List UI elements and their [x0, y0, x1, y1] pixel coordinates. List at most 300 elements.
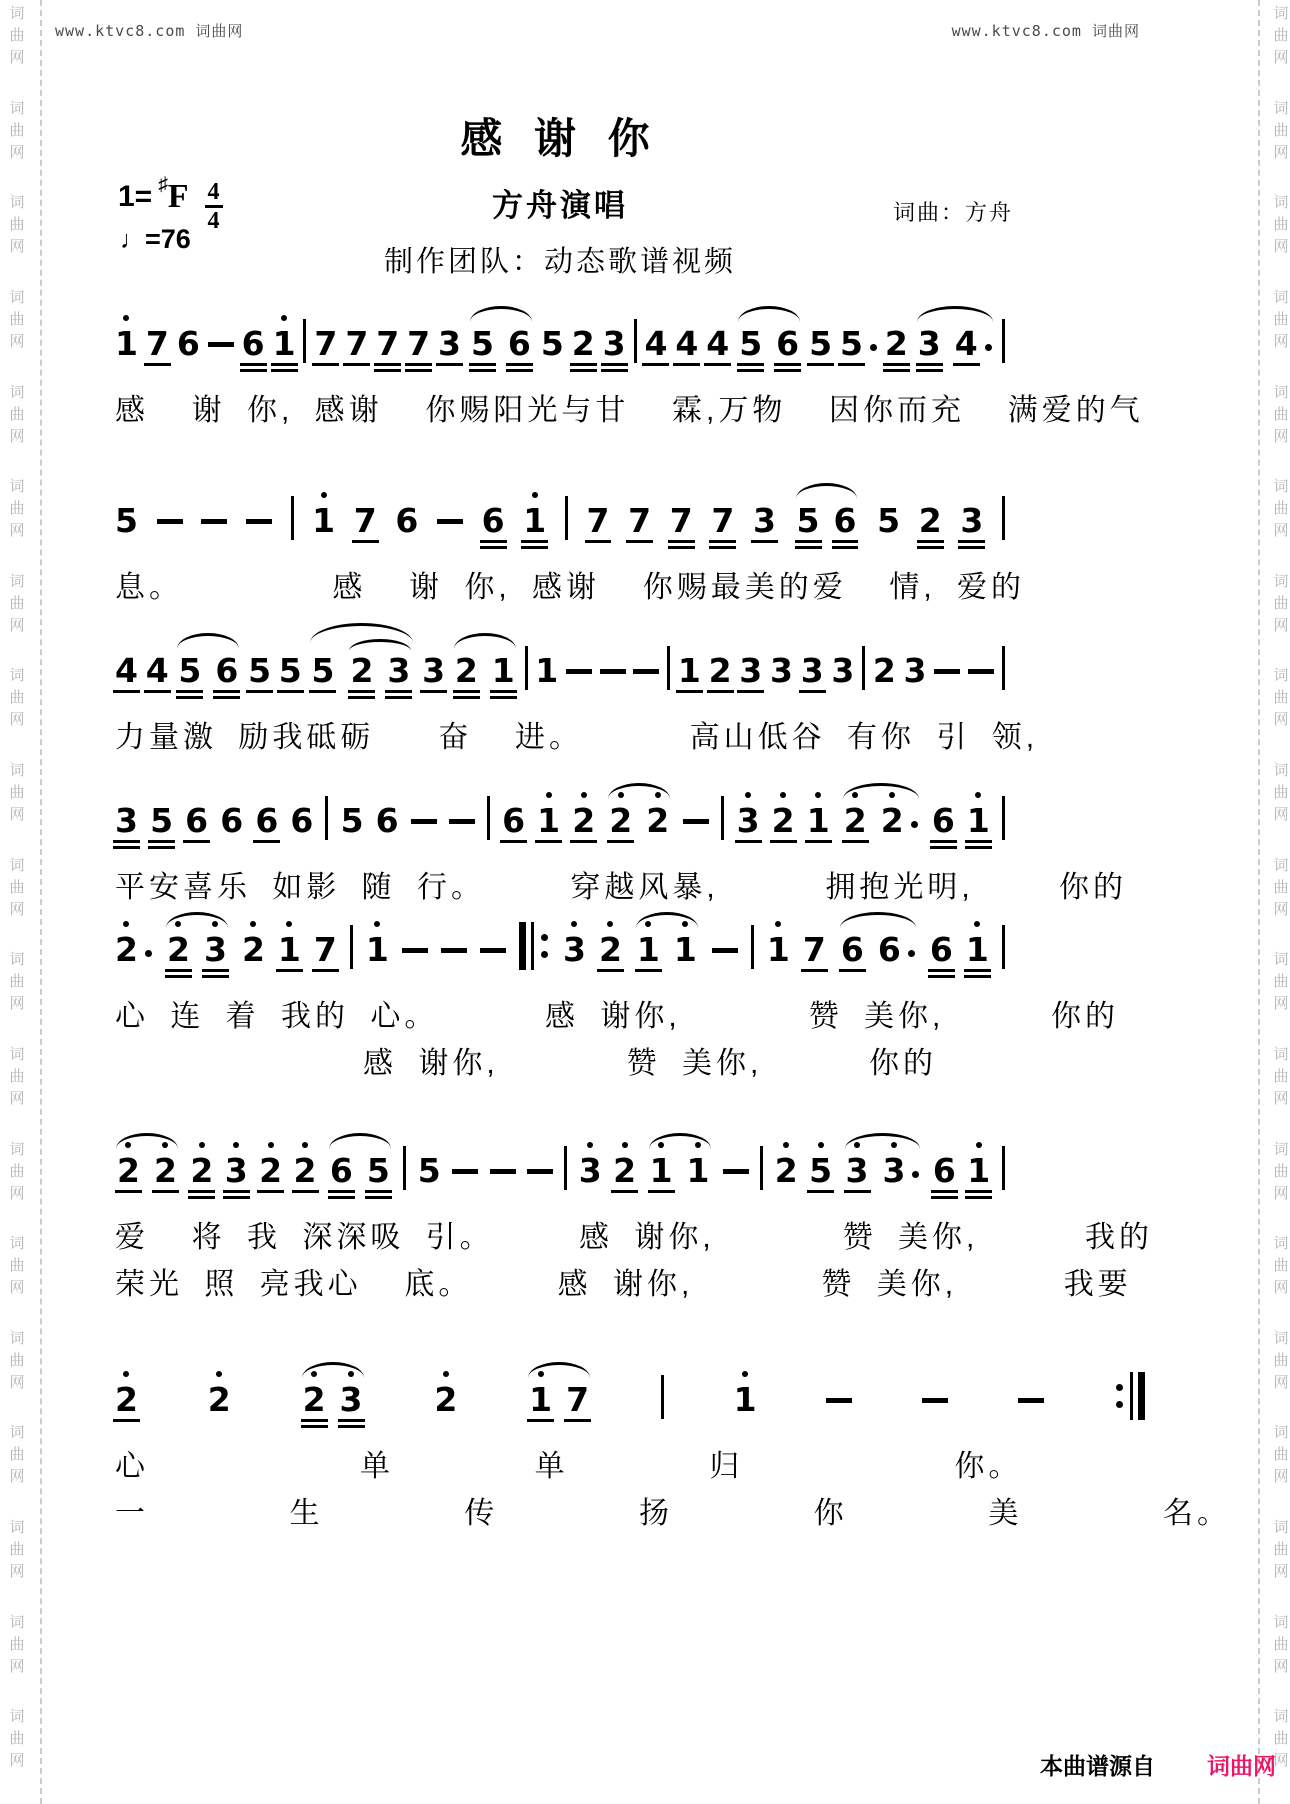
octave-dot [233, 1142, 239, 1148]
tie-group [328, 1151, 392, 1190]
note [290, 801, 314, 840]
note [831, 651, 855, 690]
underline [953, 363, 980, 366]
note-digit: 2 [613, 1151, 637, 1190]
note-digit: 2 [708, 651, 732, 690]
underline [176, 690, 203, 693]
octave-dot [742, 1371, 748, 1377]
note [628, 501, 652, 540]
underline [774, 363, 801, 366]
underline [113, 690, 140, 693]
note [774, 1151, 798, 1190]
duration-dash [411, 819, 437, 824]
underline [183, 840, 210, 843]
note [224, 1151, 248, 1190]
duration-dash [208, 342, 234, 347]
barline [1002, 925, 1005, 969]
duration-dash [922, 1398, 948, 1403]
underline [928, 969, 955, 972]
note-digit: 6 [840, 930, 864, 969]
note [711, 501, 735, 540]
note [809, 1151, 833, 1190]
side-watermark-char: 曲 [9, 973, 25, 991]
side-watermark-char: 词 [9, 1613, 25, 1631]
lyric-line: 力量激 励我砥砺 奋 进。 高山低谷 有你 引 领, [115, 721, 1039, 754]
note [145, 324, 169, 363]
underline [469, 369, 496, 372]
octave-dot [780, 792, 786, 798]
octave-dot [123, 315, 129, 321]
side-watermark-char: 网 [1273, 616, 1289, 634]
note [329, 1151, 353, 1190]
underline [328, 1196, 355, 1199]
note-digit: 1 [766, 930, 790, 969]
underline [839, 969, 866, 972]
note-digit: 1 [272, 324, 296, 363]
song-title: 感 谢 你 [460, 115, 660, 162]
side-watermark-char: 词 [1273, 667, 1289, 685]
note-digit: 2 [598, 930, 622, 969]
side-watermark-char: 曲 [9, 1067, 25, 1085]
note-digit: 3 [438, 324, 461, 363]
note-digit: 3 [882, 1151, 906, 1190]
note-digit: 2 [771, 801, 795, 840]
side-watermark-char: 网 [9, 238, 25, 256]
underline [312, 363, 339, 366]
side-watermark-char: 词 [9, 951, 25, 969]
side-watermark-char: 曲 [1273, 121, 1289, 139]
tie-arc [454, 633, 516, 649]
duration-dash [201, 519, 227, 524]
note-digit: 2 [872, 651, 896, 690]
side-watermark-char: 词 [9, 1424, 25, 1442]
note-digit: 5 [248, 651, 272, 690]
note-digit: 5 [366, 1151, 390, 1190]
note [278, 651, 302, 690]
duration-dash [441, 948, 467, 953]
note [739, 651, 763, 690]
composer-credit: 词曲：方舟 [893, 200, 1014, 225]
side-watermark-char: 词 [1273, 478, 1289, 496]
underline [113, 1419, 140, 1422]
note-digit: 6 [776, 324, 800, 363]
underline [277, 690, 304, 693]
side-watermark-char: 曲 [1273, 1351, 1289, 1369]
octave-dot [538, 1371, 544, 1377]
octave-dot [162, 1142, 168, 1148]
underline [144, 363, 171, 366]
note-digit: 5 [340, 801, 364, 840]
duration-dash [633, 669, 659, 674]
side-watermark-char: 网 [1273, 1563, 1289, 1580]
underline [916, 363, 943, 366]
note-digit: 3 [422, 651, 446, 690]
note [241, 930, 265, 969]
side-watermark-char: 词 [9, 194, 25, 212]
tie-group [737, 324, 801, 363]
octave-dot [302, 1142, 308, 1148]
note-digit: 2 [293, 1151, 317, 1190]
note-digit: 6 [185, 801, 209, 840]
octave-dot [975, 792, 981, 798]
note-digit: 4 [115, 651, 138, 690]
side-watermark-char: 词 [1273, 5, 1289, 22]
right-watermark-strip [1268, 0, 1290, 1804]
note [880, 801, 904, 840]
barline [325, 796, 328, 840]
time-signature [205, 180, 223, 233]
augmentation-dot [911, 821, 918, 828]
note-digit: 3 [800, 651, 824, 690]
underline [844, 1190, 871, 1193]
underline [917, 540, 944, 543]
time-signature-top: 4 [205, 180, 223, 208]
duration-dash [437, 519, 463, 524]
note [562, 930, 586, 969]
underline [799, 690, 826, 693]
note [839, 324, 863, 363]
octave-dot [815, 792, 821, 798]
underline [271, 363, 298, 366]
underline [668, 546, 695, 549]
underline [930, 840, 957, 843]
note-digit: 2 [774, 1151, 798, 1190]
side-watermark-char: 网 [1273, 1373, 1289, 1391]
side-watermark-char: 曲 [1273, 310, 1289, 328]
side-watermark-char: 网 [1273, 995, 1289, 1013]
underline [246, 690, 273, 693]
augmentation-dot [145, 950, 152, 957]
note-digit: 5 [417, 1151, 441, 1190]
underline [348, 690, 375, 693]
note [311, 651, 335, 690]
octave-dot [123, 921, 129, 927]
music-system [115, 462, 1026, 606]
side-watermark-char: 网 [9, 1657, 25, 1675]
note-digit: 6 [220, 801, 244, 840]
note [646, 801, 670, 840]
note-digit: 6 [507, 324, 531, 363]
side-watermark-char: 词 [9, 1235, 25, 1253]
note-digit: 5 [839, 324, 863, 363]
note-digit: 3 [736, 801, 760, 840]
underline [453, 690, 480, 693]
side-watermark-char: 曲 [1273, 1162, 1289, 1180]
note-digit: 2 [241, 930, 265, 969]
footer [1040, 1748, 1276, 1781]
underline [176, 696, 203, 699]
note [739, 324, 763, 363]
side-watermark-char: 曲 [9, 216, 25, 234]
side-watermark-char: 曲 [9, 1635, 25, 1653]
side-watermark-char: 网 [9, 995, 25, 1013]
note-digit: 1 [365, 930, 389, 969]
tie-group [839, 930, 917, 969]
note [255, 801, 279, 840]
octave-dot [348, 1371, 354, 1377]
note-digit: 7 [314, 324, 338, 363]
note [185, 801, 209, 840]
side-watermark-char: 网 [9, 332, 25, 350]
note [877, 501, 901, 540]
note [675, 324, 699, 363]
tie-group [176, 651, 240, 690]
note-digit: 3 [387, 651, 411, 690]
underline [611, 1190, 638, 1193]
side-watermark-char: 词 [9, 856, 25, 874]
notation-row [115, 1338, 1145, 1419]
underline [374, 363, 401, 366]
note-digit: 2 [918, 501, 942, 540]
note-digit: 1 [535, 651, 559, 690]
note [220, 801, 244, 840]
note-digit: 1 [673, 930, 697, 969]
underline [480, 540, 507, 543]
note [845, 1151, 869, 1190]
underline [707, 690, 734, 693]
tie-group [842, 801, 920, 840]
note-digit: 2 [609, 801, 633, 840]
octave-dot [216, 1371, 222, 1377]
side-watermark-char: 曲 [1273, 1635, 1289, 1653]
barline [760, 1146, 763, 1190]
note-digit: 2 [207, 1380, 231, 1419]
underline [564, 1419, 591, 1422]
note [481, 501, 505, 540]
note-digit: 3 [769, 651, 793, 690]
side-watermark-char: 曲 [9, 1446, 25, 1464]
note [884, 324, 908, 363]
note [954, 324, 978, 363]
octave-dot [321, 492, 327, 498]
note-digit: 6 [929, 930, 953, 969]
barline [1002, 319, 1005, 363]
tie-arc [470, 306, 532, 322]
underline [931, 1196, 958, 1199]
underline [500, 840, 527, 843]
underline [597, 969, 624, 972]
underline [601, 363, 628, 366]
duration-dash [826, 1398, 852, 1403]
octave-dot [125, 1142, 131, 1148]
duration-dash [566, 669, 592, 674]
note [931, 801, 955, 840]
note [586, 501, 610, 540]
note-digit: 1 [677, 651, 701, 690]
side-watermark-char: 曲 [1273, 594, 1289, 612]
note-digit: 2 [572, 801, 596, 840]
underline [405, 369, 432, 372]
note [502, 801, 526, 840]
lyric-line: 感 谢 你, 感谢 你赐阳光与甘 霖,万物 因你而充 满爱的气 [115, 394, 1144, 427]
note-digit: 6 [375, 801, 399, 840]
underline [453, 696, 480, 699]
note [153, 1151, 177, 1190]
note-digit: 6 [255, 801, 279, 840]
note-digit: 7 [145, 324, 169, 363]
underline [668, 540, 695, 543]
note-digit: 6 [290, 801, 314, 840]
side-watermark-char: 网 [9, 1184, 25, 1202]
note [277, 930, 301, 969]
note-digit: 1 [312, 501, 336, 540]
repeat-thick-bar [519, 922, 526, 970]
note-digit: 4 [675, 324, 699, 363]
duration-dash [480, 948, 506, 953]
note [766, 930, 790, 969]
note-digit: 7 [669, 501, 693, 540]
side-watermark-char: 词 [1273, 1708, 1289, 1726]
side-watermark-char: 网 [1273, 1089, 1289, 1107]
tie-group [607, 801, 671, 840]
tie-arc [177, 633, 239, 649]
tie-group [469, 324, 533, 363]
augmentation-dot [908, 950, 915, 957]
note-digit: 7 [353, 501, 377, 540]
note-digit: 2 [884, 324, 908, 363]
note-digit: 2 [302, 1380, 326, 1419]
note [115, 1380, 138, 1419]
side-watermark-char: 曲 [1273, 405, 1289, 423]
note-digit: 6 [932, 1151, 956, 1190]
side-watermark-char: 网 [9, 1468, 25, 1486]
underline [737, 369, 764, 372]
octave-dot [581, 792, 587, 798]
side-watermark-char: 网 [1273, 1468, 1289, 1486]
note-digit: 2 [259, 1151, 283, 1190]
lyric-line: 心 连 着 我的 心。 感 谢你, 赞 美你, 你的 [115, 1000, 1120, 1033]
octave-dot [250, 921, 256, 927]
repeat-start-sign [519, 922, 550, 970]
note-digit: 2 [843, 801, 867, 840]
underline [795, 540, 822, 543]
note-digit: 6 [502, 801, 526, 840]
underline [385, 696, 412, 699]
octave-dot [532, 492, 538, 498]
side-watermark-char: 词 [1273, 1235, 1289, 1253]
underline [570, 369, 597, 372]
watermark-top-right: www.ktvc8.com 词曲网 [951, 22, 1140, 40]
note-digit: 7 [711, 501, 735, 540]
note-digit: 4 [954, 324, 978, 363]
barline [661, 1375, 664, 1419]
note [407, 324, 431, 363]
note-digit: 3 [602, 324, 626, 363]
note-digit: 6 [215, 651, 239, 690]
note [960, 501, 984, 540]
barline [525, 646, 528, 690]
duration-dash [712, 948, 738, 953]
underline [343, 363, 370, 366]
note [345, 324, 369, 363]
note-digit: 3 [831, 651, 855, 690]
underline [292, 1190, 319, 1193]
note [736, 801, 760, 840]
side-watermark-char: 曲 [1273, 1446, 1289, 1464]
barline [564, 1146, 567, 1190]
note [882, 1151, 906, 1190]
side-watermark-char: 曲 [9, 878, 25, 896]
note [673, 930, 697, 969]
underline [301, 1425, 328, 1428]
underline [338, 1419, 365, 1422]
underline [964, 975, 991, 978]
music-system [115, 612, 1039, 756]
note-digit: 4 [644, 324, 668, 363]
note [644, 324, 668, 363]
underline [928, 975, 955, 978]
underline [115, 1190, 142, 1193]
lyric-line: 感 谢你, 赞 美你, 你的 [363, 1046, 938, 1080]
side-watermark-char: 词 [9, 1329, 25, 1347]
side-watermark-char: 网 [9, 49, 25, 66]
side-watermark-char: 曲 [9, 27, 25, 44]
note [918, 501, 942, 540]
underline [202, 975, 229, 978]
barline [350, 925, 353, 969]
side-watermark-char: 曲 [1273, 216, 1289, 234]
side-watermark-char: 词 [9, 99, 25, 117]
note [272, 324, 296, 363]
octave-dot [212, 921, 218, 927]
underline [795, 546, 822, 549]
underline [253, 840, 280, 843]
barline [487, 796, 490, 840]
side-watermark-char: 网 [1273, 522, 1289, 540]
note [422, 651, 446, 690]
note [771, 801, 795, 840]
octave-dot [286, 921, 292, 927]
note [776, 324, 800, 363]
underline [807, 1190, 834, 1193]
tempo-marking [120, 224, 191, 255]
tie-arc [917, 306, 993, 322]
side-watermark-char: 曲 [9, 121, 25, 139]
note [203, 930, 227, 969]
note [454, 651, 478, 690]
underline [148, 840, 175, 843]
barline [291, 496, 294, 540]
note-digit: 1 [966, 801, 990, 840]
underline [676, 690, 703, 693]
note [340, 801, 364, 840]
note-digit: 7 [802, 930, 826, 969]
underline [842, 840, 869, 843]
duration-dash [452, 1169, 478, 1174]
underline [737, 363, 764, 366]
duration-dash [490, 1169, 516, 1174]
side-watermark-char: 词 [1273, 572, 1289, 590]
underline [570, 840, 597, 843]
underline [365, 1190, 392, 1193]
tie-group [795, 501, 859, 540]
note [312, 501, 336, 540]
underline [673, 363, 700, 366]
octave-dot [546, 792, 552, 798]
underline [635, 969, 662, 972]
lyric-line: 爱 将 我 深深吸 引。 感 谢你, 赞 美你, 我的 [115, 1221, 1154, 1254]
note [769, 651, 793, 690]
note [932, 1151, 956, 1190]
note-digit: 1 [115, 324, 138, 363]
side-watermark-char: 曲 [1273, 878, 1289, 896]
repeat-dot [541, 951, 548, 958]
note [602, 324, 626, 363]
repeat-dot [1116, 1384, 1123, 1391]
octave-dot [745, 792, 751, 798]
underline [964, 969, 991, 972]
barline [862, 646, 865, 690]
